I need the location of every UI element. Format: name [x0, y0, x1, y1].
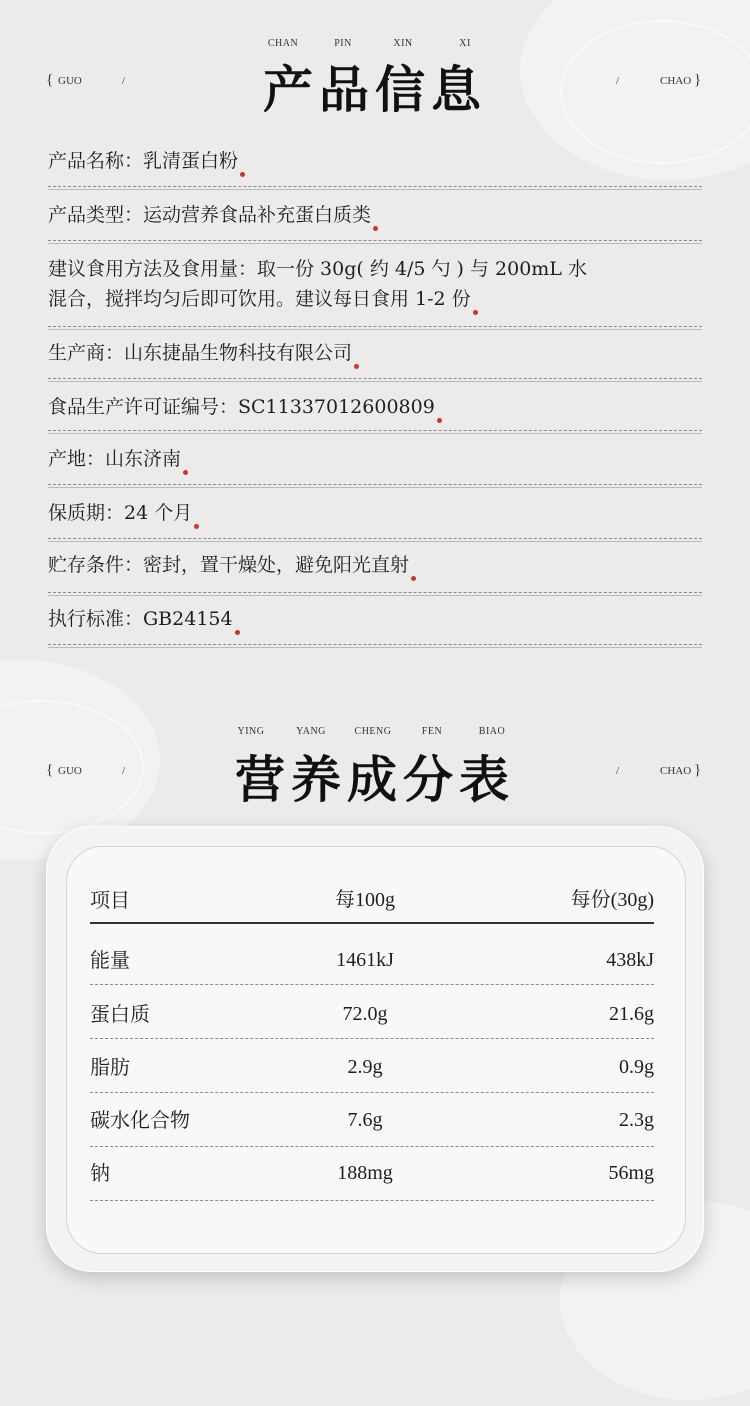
- table-row: [90, 1094, 654, 1146]
- table-row: [90, 988, 654, 1040]
- info-row-origin: [48, 444, 702, 475]
- info-text: 执行标准：GB24154: [48, 608, 233, 630]
- left-tag: GUO: [58, 765, 82, 777]
- per-serving-value: 56mg: [608, 1162, 654, 1184]
- left-slash: /: [122, 75, 126, 87]
- right-tag: CHAO: [660, 765, 692, 777]
- per-serving-value: 438kJ: [606, 949, 654, 971]
- red-dot-mark: [194, 524, 199, 529]
- header-item: 项目: [90, 888, 130, 912]
- pinyin-label: FEN: [421, 726, 443, 737]
- info-row-usage: [48, 254, 702, 315]
- header-per-serving: 每份(30g): [570, 889, 654, 911]
- pinyin-label: YING: [237, 726, 265, 737]
- info-row-name: [48, 146, 702, 177]
- section-header-product-info: [0, 38, 750, 148]
- pinyin-label: XIN: [393, 38, 413, 49]
- right-brace: }: [694, 762, 702, 778]
- per-100g-value: 72.0g: [342, 1003, 388, 1025]
- dashed-divider: [48, 538, 702, 539]
- nutrient-name: 脂肪: [90, 1055, 130, 1079]
- right-slash: /: [616, 765, 620, 777]
- dashed-divider: [48, 378, 702, 379]
- pinyin-label: BIAO: [478, 726, 506, 737]
- table-row-divider: [90, 1038, 654, 1039]
- table-row-divider: [90, 1200, 654, 1201]
- right-tag: CHAO: [660, 75, 692, 87]
- pinyin-label: CHENG: [354, 726, 392, 737]
- table-row-divider: [90, 984, 654, 985]
- info-row-storage: [48, 550, 702, 581]
- info-row-shelf-life: [48, 498, 702, 529]
- left-brace: {: [46, 762, 54, 778]
- dashed-divider: [48, 484, 702, 485]
- nutrient-name: 碳水化合物: [90, 1108, 190, 1132]
- info-text: 生产商：山东捷晶生物科技有限公司: [48, 342, 353, 364]
- right-slash: /: [616, 75, 620, 87]
- table-row: [90, 1041, 654, 1093]
- info-text: 贮存条件：密封，置干燥处，避免阳光直射: [48, 554, 410, 576]
- nutrient-name: 能量: [90, 948, 130, 972]
- table-row-divider: [90, 1092, 654, 1093]
- per-serving-value: 0.9g: [619, 1056, 654, 1078]
- red-dot-mark: [354, 364, 359, 369]
- info-text: 食品生产许可证编号：SC11337012600809: [48, 396, 435, 418]
- left-slash: /: [122, 765, 126, 777]
- info-text: 建议食用方法及食用量：取一份 30g( 约 4/5 勺 ) 与 200mL 水: [48, 258, 587, 280]
- per-100g-value: 2.9g: [347, 1056, 383, 1078]
- pinyin-label: YANG: [296, 726, 326, 737]
- page-title: 产品信息: [263, 61, 487, 119]
- dashed-divider: [48, 430, 702, 431]
- info-text: 保质期：24 个月: [48, 502, 193, 524]
- section-header-nutrition: [0, 726, 750, 836]
- info-row-license: [48, 392, 702, 423]
- pinyin-label: PIN: [334, 38, 352, 49]
- dashed-divider: [48, 240, 702, 241]
- info-row-standard: [48, 604, 702, 635]
- left-brace: {: [46, 72, 54, 88]
- pinyin-label: XI: [459, 38, 471, 49]
- pinyin-label: CHAN: [267, 38, 299, 49]
- left-tag: GUO: [58, 75, 82, 87]
- nutrient-name: 蛋白质: [90, 1002, 150, 1026]
- info-text: 混合，搅拌均匀后即可饮用。建议每日食用 1-2 份: [48, 288, 471, 310]
- table-row: [90, 934, 654, 986]
- table-header-row: [90, 874, 654, 926]
- info-row-type: [48, 200, 702, 231]
- red-dot-mark: [473, 310, 478, 315]
- right-brace: }: [694, 72, 702, 88]
- dashed-divider: [48, 644, 702, 645]
- info-text: 产品类型：运动营养食品补充蛋白质类: [48, 204, 372, 226]
- dashed-divider: [48, 186, 702, 187]
- nutrient-name: 钠: [90, 1161, 110, 1185]
- red-dot-mark: [183, 470, 188, 475]
- info-text: 产品名称：乳清蛋白粉: [48, 150, 239, 172]
- red-dot-mark: [240, 172, 245, 177]
- per-100g-value: 188mg: [337, 1162, 393, 1184]
- per-serving-value: 2.3g: [619, 1109, 654, 1131]
- header-per-100g: 每100g: [335, 889, 395, 911]
- table-row: [90, 1147, 654, 1199]
- per-100g-value: 1461kJ: [336, 949, 394, 971]
- red-dot-mark: [437, 418, 442, 423]
- info-text: 产地：山东济南: [48, 448, 182, 470]
- table-header-divider: [90, 922, 654, 924]
- info-row-maker: [48, 338, 702, 369]
- dashed-divider: [48, 326, 702, 327]
- red-dot-mark: [373, 226, 378, 231]
- red-dot-mark: [411, 576, 416, 581]
- red-dot-mark: [235, 630, 240, 635]
- section-title: 营养成分表: [235, 751, 515, 809]
- dashed-divider: [48, 592, 702, 593]
- per-100g-value: 7.6g: [347, 1109, 383, 1131]
- per-serving-value: 21.6g: [609, 1003, 654, 1025]
